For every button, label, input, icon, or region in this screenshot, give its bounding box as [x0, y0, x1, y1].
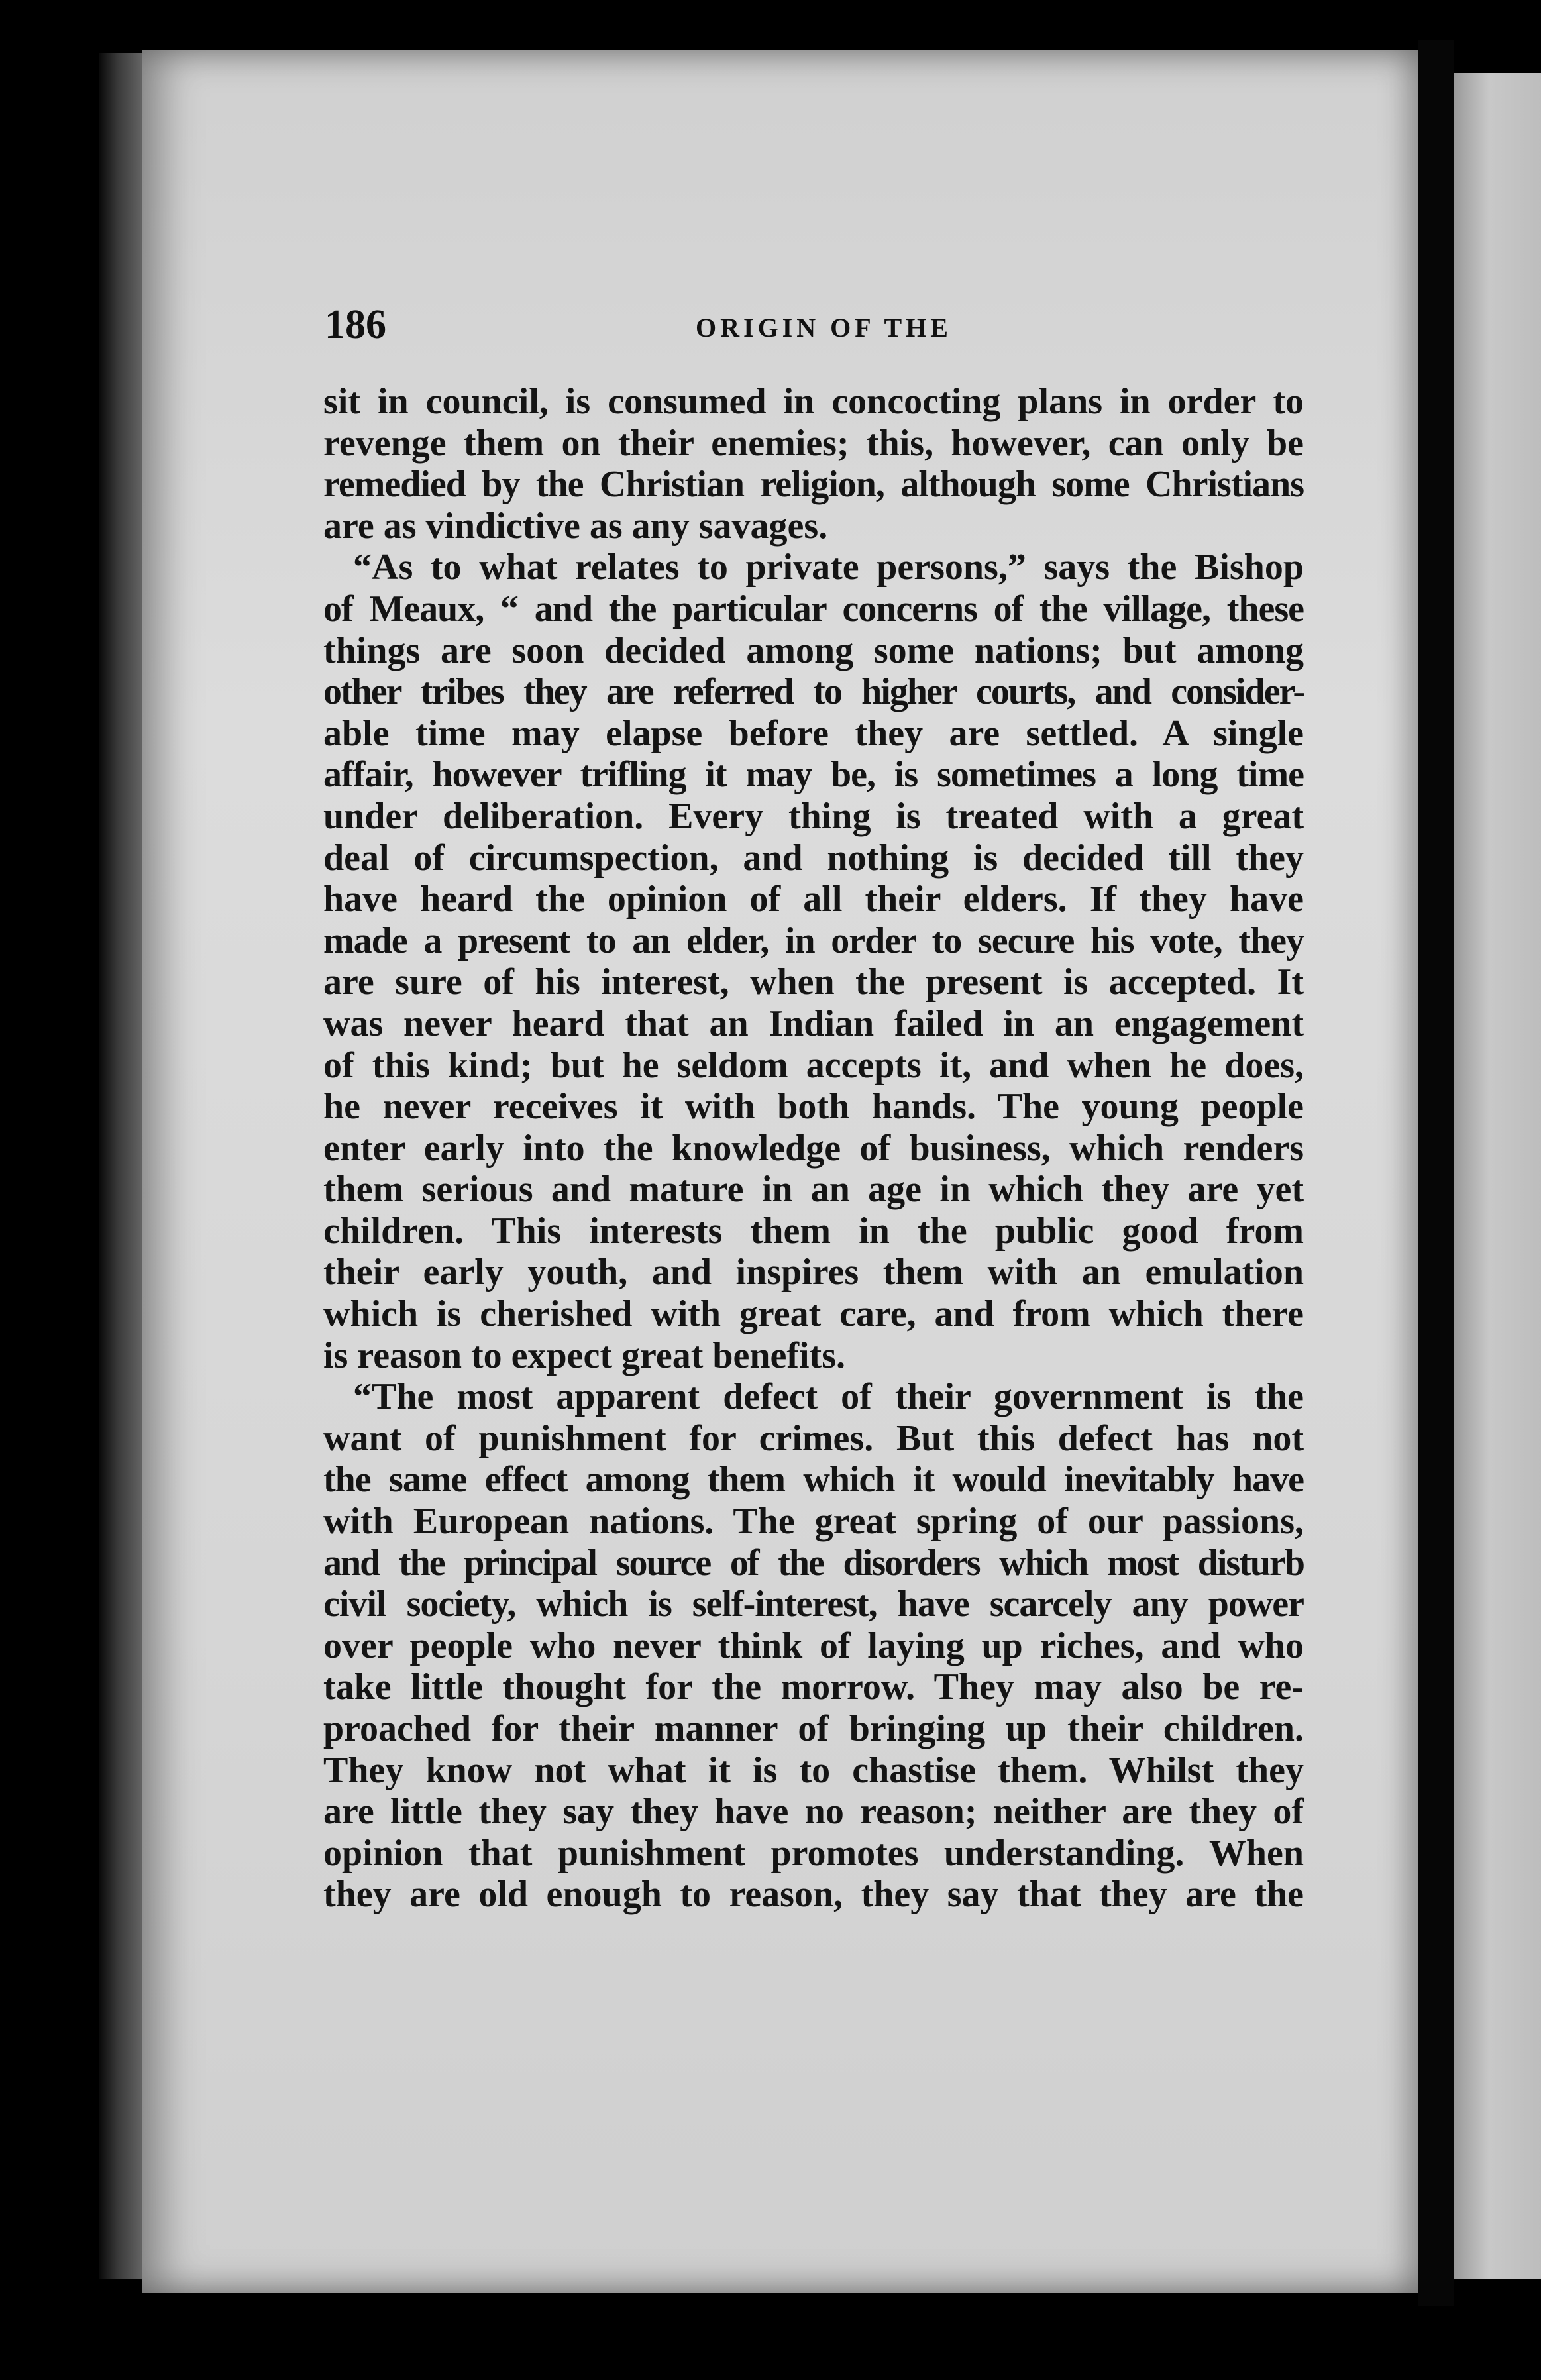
page-gutter — [1418, 40, 1454, 2306]
text-line: made a present to an elder, in order to secure his vote, they — [323, 920, 1304, 961]
text-line: was never heard that an Indian failed in an engagement — [323, 1002, 1304, 1044]
text-line: take little thought for the morrow. They may also be re- — [323, 1666, 1304, 1708]
text-line: are sure of his interest, when the present is accepted. It — [323, 961, 1304, 1003]
text-line: “As to what relates to private persons,” says the Bishop — [353, 547, 1304, 588]
body-text — [323, 381, 1304, 1916]
text-line: is reason to expect great benefits. — [323, 1334, 845, 1376]
text-line: deal of circumspection, and nothing is decided till they — [323, 837, 1304, 879]
text-line: of Meaux, “ and the particular concerns of the village, these — [323, 588, 1304, 629]
text-line: under deliberation. Every thing is treated with a great — [323, 795, 1304, 837]
page-header — [325, 301, 1318, 354]
text-line: proached for their manner of bringing up their children. — [323, 1708, 1304, 1749]
text-line: able time may elapse before they are settled. A single — [323, 712, 1304, 754]
text-line: over people who never think of laying up riches, and who — [323, 1625, 1304, 1666]
text-line: affair, however trifling it may be, is sometimes a long time — [323, 754, 1304, 796]
running-head: ORIGIN OF THE — [696, 313, 952, 343]
text-line: they are old enough to reason, they say that they are the — [323, 1874, 1304, 1916]
text-line: remedied by the Christian religion, although some Christians — [323, 464, 1304, 506]
text-line: revenge them on their enemies; this, however, can only be — [323, 422, 1304, 464]
text-line: their early youth, and inspires them with an emulation — [323, 1252, 1304, 1293]
text-line: have heard the opinion of all their elders. If they have — [323, 879, 1304, 920]
text-line: of this kind; but he seldom accepts it, and when he does, — [323, 1044, 1304, 1086]
text-line: “The most apparent defect of their government is the — [353, 1376, 1304, 1418]
text-line: opinion that punishment promotes understanding. When — [323, 1832, 1304, 1874]
text-line: things are soon decided among some nations; but among — [323, 629, 1304, 671]
text-line: sit in council, is consumed in concocting plans in order to — [323, 381, 1304, 422]
text-line: the same effect among them which it would inevitably have — [323, 1459, 1304, 1501]
text-line: other tribes they are referred to higher courts, and consider- — [323, 671, 1304, 713]
text-line: civil society, which is self-interest, have scarcely any power — [323, 1584, 1304, 1625]
text-line: which is cherished with great care, and from which there — [323, 1293, 1304, 1335]
text-line: are little they say they have no reason; neither are they of — [323, 1791, 1304, 1833]
text-line: and the principal source of the disorders which most disturb — [323, 1542, 1304, 1584]
text-line: with European nations. The great spring of our passions, — [323, 1501, 1304, 1542]
text-line: he never receives it with both hands. The young people — [323, 1086, 1304, 1128]
binding-edge — [99, 53, 146, 2279]
text-line: want of punishment for crimes. But this defect has not — [323, 1417, 1304, 1459]
text-line: are as vindictive as any savages. — [323, 505, 828, 547]
facing-page-edge — [1454, 73, 1541, 2279]
text-line: children. This interests them in the public good from — [323, 1210, 1304, 1252]
page-number: 186 — [325, 302, 386, 347]
text-line: They know not what it is to chastise them. Whilst they — [323, 1749, 1304, 1791]
text-line: them serious and mature in an age in which they are yet — [323, 1169, 1304, 1211]
text-line: enter early into the knowledge of business, which renders — [323, 1127, 1304, 1169]
